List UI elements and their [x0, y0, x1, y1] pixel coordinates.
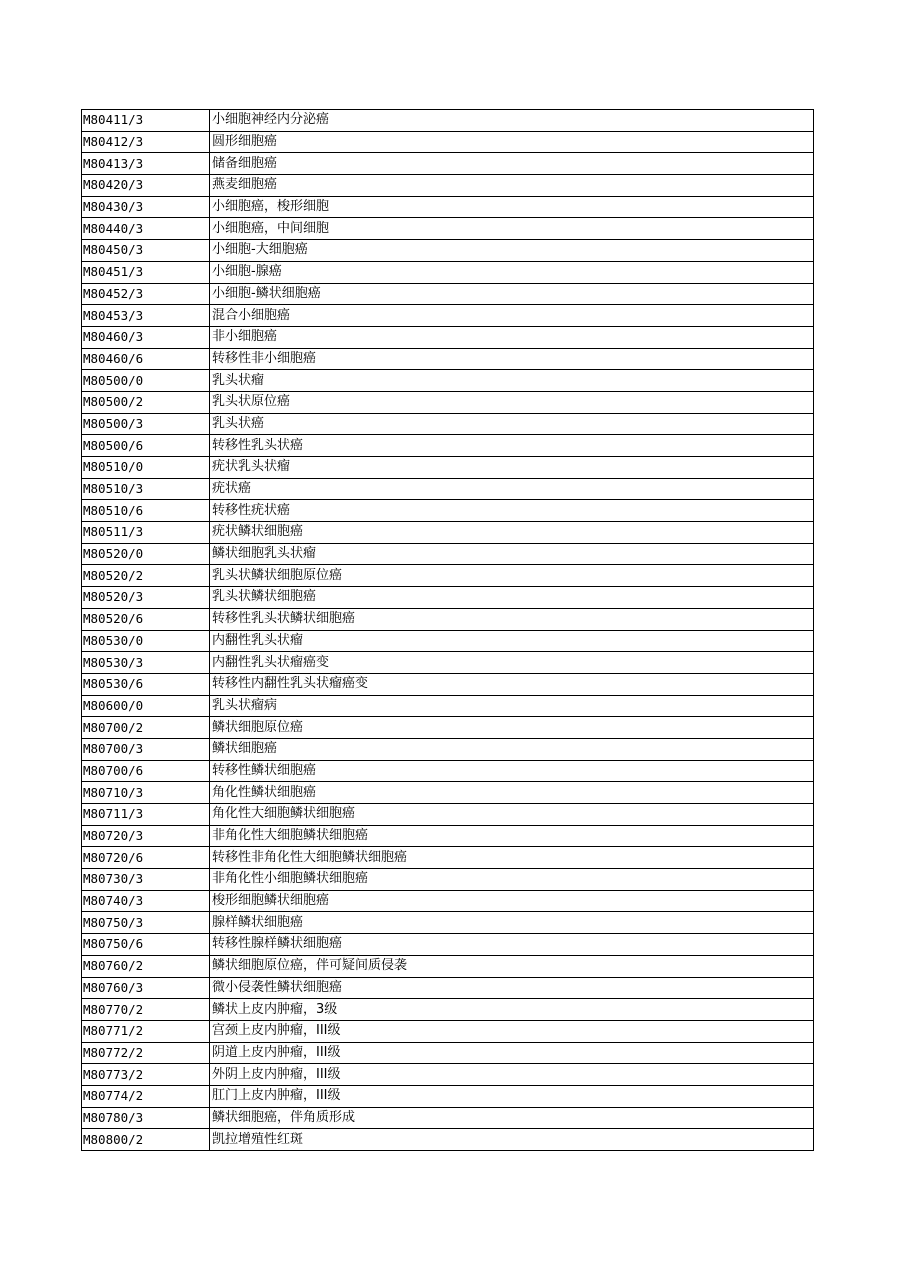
table-row [82, 695, 814, 717]
table-row [82, 1085, 814, 1107]
description-cell: 内翻性乳头状瘤 [210, 630, 814, 652]
description-cell: 鳞状细胞原位癌 [210, 717, 814, 739]
table-row [82, 804, 814, 826]
description-cell: 乳头状原位癌 [210, 391, 814, 413]
code-cell: M80700/2 [82, 717, 210, 739]
description-cell: 凯拉增殖性红斑 [210, 1129, 814, 1151]
description-cell: 转移性内翻性乳头状瘤癌变 [210, 673, 814, 695]
code-cell: M80700/6 [82, 760, 210, 782]
code-cell: M80711/3 [82, 804, 210, 826]
table-row [82, 175, 814, 197]
description-cell: 小细胞-鳞状细胞癌 [210, 283, 814, 305]
code-cell: M80430/3 [82, 196, 210, 218]
code-cell: M80750/3 [82, 912, 210, 934]
description-cell: 燕麦细胞癌 [210, 175, 814, 197]
description-cell: 混合小细胞癌 [210, 305, 814, 327]
code-cell: M80730/3 [82, 869, 210, 891]
table-row [82, 153, 814, 175]
code-cell: M80411/3 [82, 110, 210, 132]
code-cell: M80530/6 [82, 673, 210, 695]
code-cell: M80740/3 [82, 890, 210, 912]
description-cell: 鳞状细胞乳头状瘤 [210, 543, 814, 565]
table-row [82, 955, 814, 977]
table-row [82, 305, 814, 327]
code-table-body [82, 110, 814, 1151]
description-cell: 转移性疣状癌 [210, 500, 814, 522]
code-cell: M80451/3 [82, 261, 210, 283]
table-row [82, 847, 814, 869]
description-cell: 腺样鳞状细胞癌 [210, 912, 814, 934]
code-cell: M80773/2 [82, 1064, 210, 1086]
table-row [82, 1107, 814, 1129]
table-row [82, 196, 814, 218]
description-cell: 转移性鳞状细胞癌 [210, 760, 814, 782]
description-cell: 小细胞-大细胞癌 [210, 240, 814, 262]
table-row [82, 565, 814, 587]
description-cell: 宫颈上皮内肿瘤，III级 [210, 1020, 814, 1042]
description-cell: 小细胞癌，梭形细胞 [210, 196, 814, 218]
table-row [82, 522, 814, 544]
code-cell: M80760/3 [82, 977, 210, 999]
table-row [82, 869, 814, 891]
code-cell: M80520/6 [82, 608, 210, 630]
table-row [82, 348, 814, 370]
description-cell: 角化性鳞状细胞癌 [210, 782, 814, 804]
description-cell: 微小侵袭性鳞状细胞癌 [210, 977, 814, 999]
code-cell: M80511/3 [82, 522, 210, 544]
code-cell: M80440/3 [82, 218, 210, 240]
table-row [82, 1020, 814, 1042]
table-row [82, 413, 814, 435]
code-cell: M80412/3 [82, 131, 210, 153]
code-cell: M80500/6 [82, 435, 210, 457]
code-cell: M80452/3 [82, 283, 210, 305]
description-cell: 乳头状鳞状细胞癌 [210, 587, 814, 609]
code-cell: M80530/0 [82, 630, 210, 652]
code-cell: M80720/3 [82, 825, 210, 847]
code-cell: M80510/3 [82, 478, 210, 500]
description-cell: 鳞状细胞癌，伴角质形成 [210, 1107, 814, 1129]
code-table [81, 109, 814, 1151]
code-cell: M80460/3 [82, 326, 210, 348]
description-cell: 疣状乳头状瘤 [210, 457, 814, 479]
table-row [82, 652, 814, 674]
code-cell: M80800/2 [82, 1129, 210, 1151]
description-cell: 鳞状细胞原位癌，伴可疑间质侵袭 [210, 955, 814, 977]
description-cell: 阴道上皮内肿瘤，III级 [210, 1042, 814, 1064]
table-row [82, 608, 814, 630]
table-row [82, 131, 814, 153]
description-cell: 外阴上皮内肿瘤，III级 [210, 1064, 814, 1086]
description-cell: 乳头状瘤 [210, 370, 814, 392]
description-cell: 乳头状癌 [210, 413, 814, 435]
description-cell: 储备细胞癌 [210, 153, 814, 175]
table-row [82, 1064, 814, 1086]
description-cell: 鳞状上皮内肿瘤，3级 [210, 999, 814, 1021]
description-cell: 乳头状鳞状细胞原位癌 [210, 565, 814, 587]
description-cell: 鳞状细胞癌 [210, 738, 814, 760]
description-cell: 乳头状瘤病 [210, 695, 814, 717]
table-row [82, 218, 814, 240]
description-cell: 转移性非角化性大细胞鳞状细胞癌 [210, 847, 814, 869]
table-row [82, 738, 814, 760]
description-cell: 转移性非小细胞癌 [210, 348, 814, 370]
table-row [82, 500, 814, 522]
table-row [82, 543, 814, 565]
code-cell: M80520/0 [82, 543, 210, 565]
code-cell: M80500/3 [82, 413, 210, 435]
description-cell: 小细胞癌，中间细胞 [210, 218, 814, 240]
code-cell: M80760/2 [82, 955, 210, 977]
code-cell: M80600/0 [82, 695, 210, 717]
code-cell: M80770/2 [82, 999, 210, 1021]
code-cell: M80460/6 [82, 348, 210, 370]
code-cell: M80771/2 [82, 1020, 210, 1042]
table-row [82, 912, 814, 934]
code-cell: M80510/6 [82, 500, 210, 522]
table-row [82, 261, 814, 283]
code-cell: M80413/3 [82, 153, 210, 175]
description-cell: 转移性腺样鳞状细胞癌 [210, 934, 814, 956]
table-row [82, 283, 814, 305]
code-cell: M80450/3 [82, 240, 210, 262]
table-row [82, 435, 814, 457]
table-row [82, 717, 814, 739]
description-cell: 梭形细胞鳞状细胞癌 [210, 890, 814, 912]
table-row [82, 1129, 814, 1151]
description-cell: 内翻性乳头状瘤癌变 [210, 652, 814, 674]
code-cell: M80520/3 [82, 587, 210, 609]
table-row [82, 478, 814, 500]
code-cell: M80720/6 [82, 847, 210, 869]
code-cell: M80750/6 [82, 934, 210, 956]
description-cell: 转移性乳头状鳞状细胞癌 [210, 608, 814, 630]
table-row [82, 587, 814, 609]
description-cell: 疣状鳞状细胞癌 [210, 522, 814, 544]
description-cell: 小细胞神经内分泌癌 [210, 110, 814, 132]
code-cell: M80780/3 [82, 1107, 210, 1129]
table-row [82, 457, 814, 479]
table-row [82, 240, 814, 262]
code-cell: M80453/3 [82, 305, 210, 327]
table-row [82, 630, 814, 652]
code-cell: M80530/3 [82, 652, 210, 674]
description-cell: 角化性大细胞鳞状细胞癌 [210, 804, 814, 826]
table-row [82, 370, 814, 392]
code-cell: M80510/0 [82, 457, 210, 479]
table-row [82, 782, 814, 804]
description-cell: 肛门上皮内肿瘤，III级 [210, 1085, 814, 1107]
code-cell: M80500/0 [82, 370, 210, 392]
code-cell: M80772/2 [82, 1042, 210, 1064]
description-cell: 非小细胞癌 [210, 326, 814, 348]
table-row [82, 825, 814, 847]
description-cell: 非角化性大细胞鳞状细胞癌 [210, 825, 814, 847]
description-cell: 转移性乳头状癌 [210, 435, 814, 457]
code-cell: M80700/3 [82, 738, 210, 760]
code-cell: M80420/3 [82, 175, 210, 197]
description-cell: 圆形细胞癌 [210, 131, 814, 153]
code-cell: M80500/2 [82, 391, 210, 413]
table-row [82, 977, 814, 999]
table-row [82, 326, 814, 348]
table-row [82, 673, 814, 695]
code-cell: M80710/3 [82, 782, 210, 804]
code-cell: M80774/2 [82, 1085, 210, 1107]
description-cell: 小细胞-腺癌 [210, 261, 814, 283]
table-row [82, 110, 814, 132]
table-row [82, 391, 814, 413]
table-row [82, 999, 814, 1021]
description-cell: 疣状癌 [210, 478, 814, 500]
table-row [82, 1042, 814, 1064]
code-cell: M80520/2 [82, 565, 210, 587]
description-cell: 非角化性小细胞鳞状细胞癌 [210, 869, 814, 891]
table-row [82, 934, 814, 956]
table-row [82, 890, 814, 912]
table-row [82, 760, 814, 782]
